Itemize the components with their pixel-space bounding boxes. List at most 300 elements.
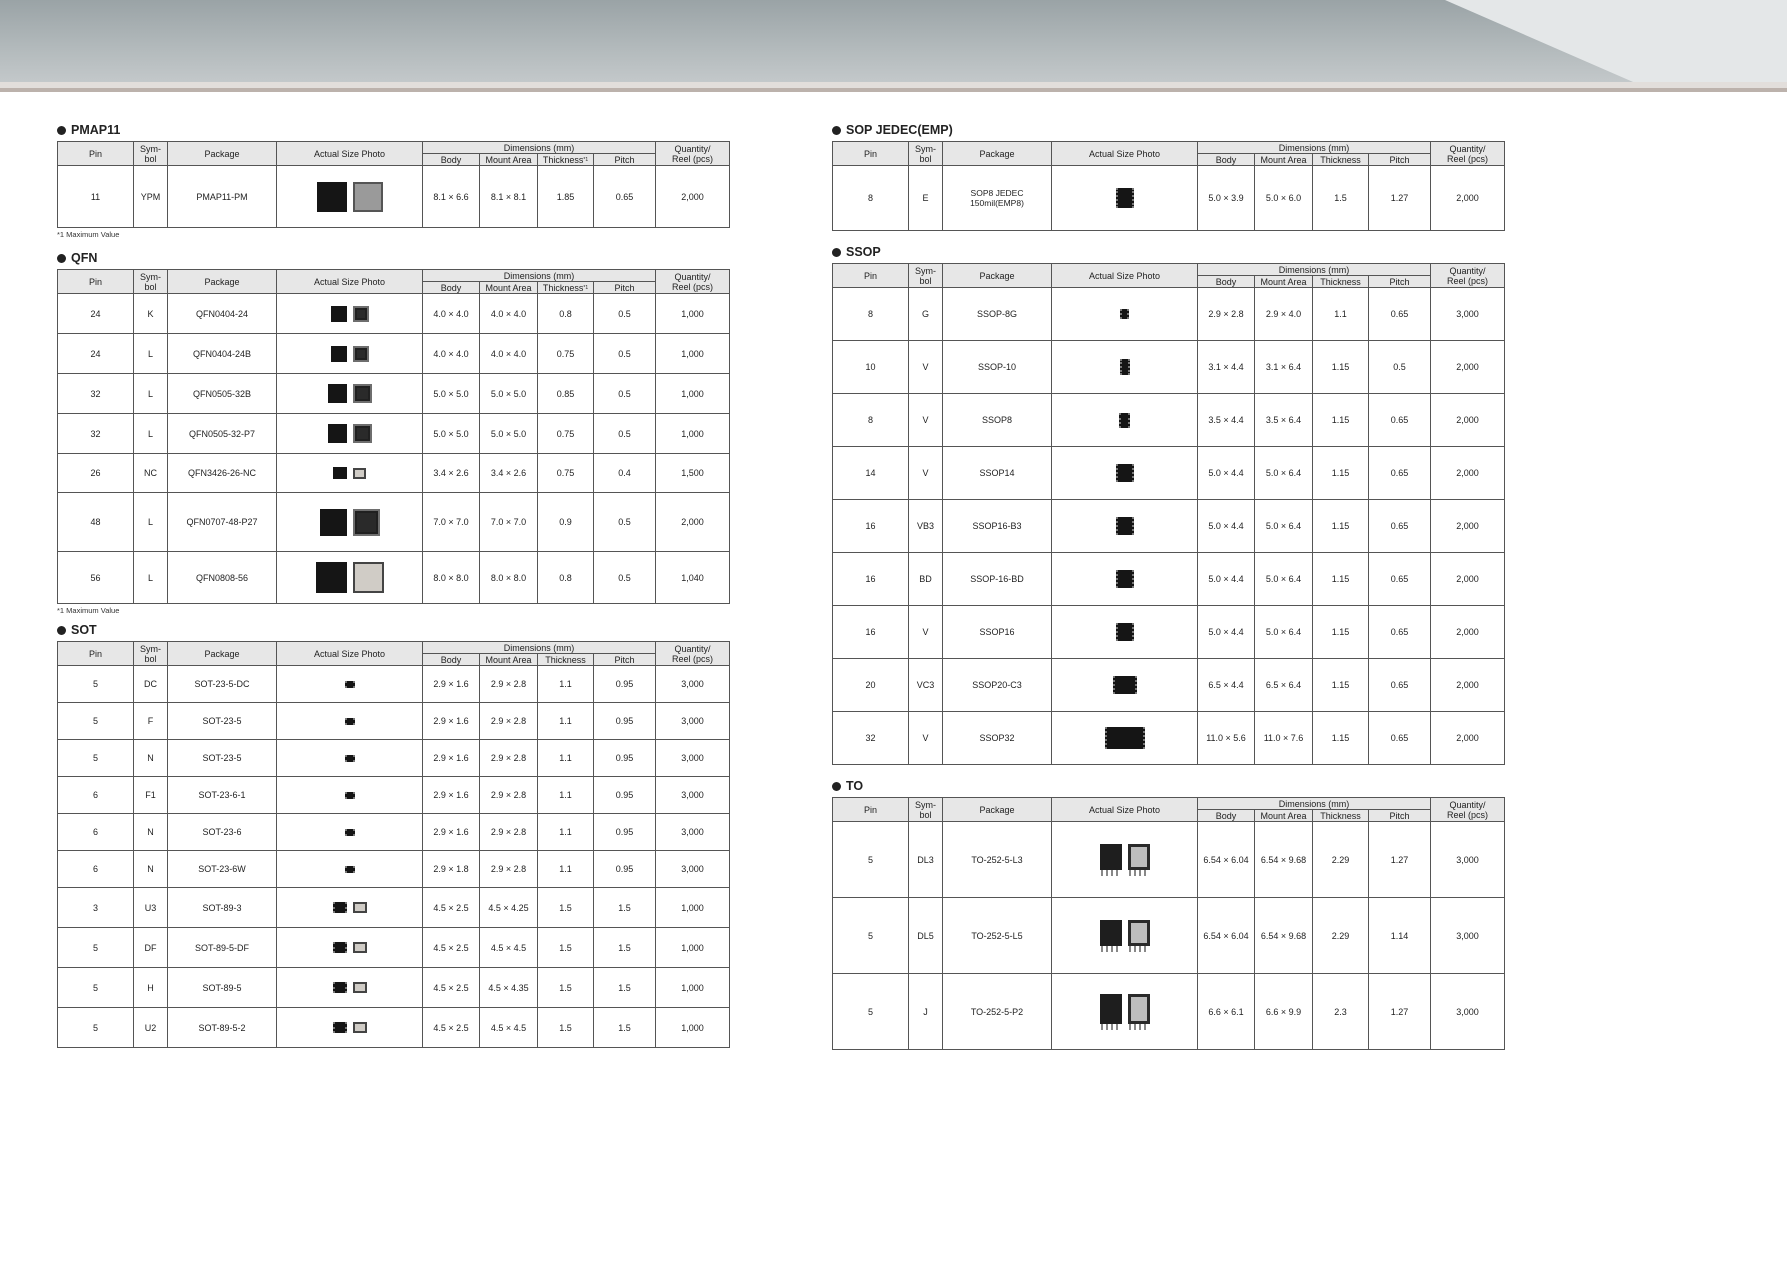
photo-cell [277,888,423,928]
col-thickness: Thickness [1313,276,1369,288]
symbol-cell: VB3 [909,500,943,553]
package-cell: SSOP-16-BD [943,553,1052,606]
col-pitch: Pitch [1369,154,1431,166]
table-row [58,334,730,374]
bullet-icon [57,254,66,263]
quantity-cell: 2,000 [1431,394,1505,447]
quantity-cell: 3,000 [656,740,730,777]
symbol-cell: N [134,740,168,777]
package-photo [1052,464,1197,482]
mount-area-cell: 4.5 × 4.5 [480,1008,538,1048]
thickness-cell: 1.5 [1313,166,1369,231]
thickness-cell: 1.1 [538,740,594,777]
pitch-cell: 1.27 [1369,974,1431,1050]
pitch-cell: 0.5 [594,374,656,414]
pin-cell: 26 [58,454,134,493]
symbol-cell: V [909,341,943,394]
footnote: *1 Maximum Value [57,606,120,615]
body-cell: 7.0 × 7.0 [423,493,480,552]
pitch-cell: 1.5 [594,968,656,1008]
mount-area-cell: 4.5 × 4.35 [480,968,538,1008]
chip-image [353,982,367,993]
quantity-cell: 1,000 [656,374,730,414]
table-row [833,898,1505,974]
symbol-cell: J [909,974,943,1050]
package-photo [1052,413,1197,428]
pitch-cell: 0.95 [594,777,656,814]
pitch-cell: 0.5 [594,294,656,334]
photo-cell [1052,974,1198,1050]
section-sot [57,621,728,1048]
mount-area-cell: 8.1 × 8.1 [480,166,538,228]
body-cell: 5.0 × 4.4 [1198,500,1255,553]
pin-cell: 20 [833,659,909,712]
table-row [58,928,730,968]
quantity-cell: 3,000 [656,666,730,703]
table-row [58,374,730,414]
col-quantity: Quantity/ Reel (pcs) [656,642,730,666]
mount-area-cell: 2.9 × 2.8 [480,814,538,851]
thickness-cell: 1.5 [538,968,594,1008]
pitch-cell: 1.14 [1369,898,1431,974]
chip-image [353,346,369,362]
table-row [58,666,730,703]
col-pin: Pin [58,642,134,666]
mount-area-cell: 6.6 × 9.9 [1255,974,1313,1050]
photo-cell [1052,606,1198,659]
symbol-cell: E [909,166,943,231]
package-photo [277,384,422,403]
symbol-cell: BD [909,553,943,606]
quantity-cell: 1,040 [656,552,730,604]
pitch-cell: 1.5 [594,888,656,928]
mount-area-cell: 5.0 × 6.4 [1255,553,1313,606]
body-cell: 6.6 × 6.1 [1198,974,1255,1050]
package-photo [277,718,422,725]
package-cell: SSOP8 [943,394,1052,447]
chip-image [353,424,372,443]
pin-cell: 32 [833,712,909,765]
pin-cell: 16 [833,606,909,659]
thickness-cell: 0.8 [538,294,594,334]
table-row [833,447,1505,500]
pitch-cell: 0.95 [594,740,656,777]
quantity-cell: 3,000 [656,777,730,814]
symbol-cell: F1 [134,777,168,814]
photo-cell [277,703,423,740]
symbol-cell: F [134,703,168,740]
pitch-cell: 0.65 [594,166,656,228]
qfn-table [57,269,730,604]
package-cell: QFN3426-26-NC [168,454,277,493]
col-symbol: Sym- bol [909,142,943,166]
pin-cell: 11 [58,166,134,228]
mount-area-cell: 2.9 × 2.8 [480,740,538,777]
thickness-cell: 2.3 [1313,974,1369,1050]
symbol-cell: N [134,851,168,888]
table-row [833,553,1505,606]
pitch-cell: 0.65 [1369,500,1431,553]
quantity-cell: 1,000 [656,294,730,334]
pin-cell: 6 [58,814,134,851]
mount-area-cell: 4.5 × 4.25 [480,888,538,928]
body-cell: 4.0 × 4.0 [423,294,480,334]
package-photo [1052,844,1197,876]
package-photo [277,792,422,799]
table-header [58,142,730,166]
thickness-cell: 1.15 [1313,394,1369,447]
col-mount-area: Mount Area [480,282,538,294]
body-cell: 4.5 × 2.5 [423,968,480,1008]
package-cell: SSOP16-B3 [943,500,1052,553]
ssop-table [832,263,1505,765]
mount-area-cell: 6.54 × 9.68 [1255,898,1313,974]
package-photo [277,902,422,913]
package-cell: SOT-89-3 [168,888,277,928]
quantity-cell: 2,000 [1431,341,1505,394]
package-cell: TO-252-5-L3 [943,822,1052,898]
photo-cell [1052,659,1198,712]
pitch-cell: 0.95 [594,666,656,703]
chip-image [1105,727,1145,749]
mount-area-cell: 4.5 × 4.5 [480,928,538,968]
col-dimensions: Dimensions (mm) [1198,798,1431,810]
section-title: SSOP [832,243,1503,261]
mount-area-cell: 3.5 × 6.4 [1255,394,1313,447]
header-divider-shadow [0,88,1787,92]
symbol-cell: YPM [134,166,168,228]
col-thickness: Thickness [1313,810,1369,822]
photo-cell [277,740,423,777]
chip-image [345,829,355,836]
photo-cell [277,777,423,814]
chip-image [317,182,347,212]
col-pin: Pin [58,142,134,166]
quantity-cell: 2,000 [1431,659,1505,712]
package-photo [277,346,422,362]
col-package: Package [943,264,1052,288]
quantity-cell: 3,000 [656,703,730,740]
col-pitch: Pitch [594,654,656,666]
mount-area-cell: 8.0 × 8.0 [480,552,538,604]
chip-image [345,792,355,799]
quantity-cell: 2,000 [656,493,730,552]
photo-cell [277,968,423,1008]
col-package: Package [168,642,277,666]
col-pin: Pin [833,142,909,166]
pitch-cell: 0.5 [594,334,656,374]
col-quantity: Quantity/ Reel (pcs) [1431,264,1505,288]
photo-cell [277,928,423,968]
thickness-cell: 0.8 [538,552,594,604]
package-photo [277,509,422,536]
thickness-cell: 1.15 [1313,606,1369,659]
pitch-cell: 0.5 [594,493,656,552]
pin-cell: 32 [58,414,134,454]
section-qfn [57,249,728,616]
mount-area-cell: 5.0 × 6.4 [1255,447,1313,500]
pitch-cell: 1.27 [1369,166,1431,231]
pitch-cell: 0.95 [594,851,656,888]
photo-cell [1052,898,1198,974]
quantity-cell: 3,000 [1431,822,1505,898]
chip-image [331,346,347,362]
thickness-cell: 1.5 [538,1008,594,1048]
pin-cell: 5 [58,703,134,740]
col-pitch: Pitch [594,282,656,294]
thickness-cell: 1.15 [1313,712,1369,765]
pitch-cell: 0.65 [1369,606,1431,659]
symbol-cell: L [134,493,168,552]
table-row [833,822,1505,898]
pin-cell: 5 [58,740,134,777]
body-cell: 2.9 × 1.6 [423,666,480,703]
chip-image [1120,309,1129,319]
pitch-cell: 0.95 [594,814,656,851]
col-pin: Pin [833,798,909,822]
symbol-cell: V [909,447,943,500]
col-pitch: Pitch [1369,810,1431,822]
quantity-cell: 1,000 [656,928,730,968]
package-cell: QFN0404-24 [168,294,277,334]
thickness-cell: 2.29 [1313,822,1369,898]
table-header [58,642,730,666]
col-quantity: Quantity/ Reel (pcs) [1431,142,1505,166]
table-header [58,270,730,294]
table-row [833,659,1505,712]
table-row [58,166,730,228]
col-thickness: Thickness$^{*1}$ [538,154,594,166]
col-quantity: Quantity/ Reel (pcs) [656,142,730,166]
mount-area-cell: 2.9 × 4.0 [1255,288,1313,341]
thickness-cell: 1.1 [538,666,594,703]
pitch-cell: 0.5 [594,552,656,604]
col-mount-area: Mount Area [1255,810,1313,822]
chip-image [1116,623,1134,641]
package-cell: SOT-23-6-1 [168,777,277,814]
symbol-cell: VC3 [909,659,943,712]
photo-cell [277,294,423,334]
section-to [832,777,1503,1050]
pin-cell: 56 [58,552,134,604]
mount-area-cell: 7.0 × 7.0 [480,493,538,552]
thickness-cell: 1.15 [1313,659,1369,712]
table-header [833,798,1505,822]
sop-table [832,141,1505,231]
pin-cell: 10 [833,341,909,394]
body-cell: 5.0 × 5.0 [423,414,480,454]
to-table [832,797,1505,1050]
mount-area-cell: 2.9 × 2.8 [480,777,538,814]
section-ssop [832,243,1503,765]
thickness-cell: 1.1 [538,851,594,888]
table-row [833,500,1505,553]
body-cell: 2.9 × 1.8 [423,851,480,888]
col-quantity: Quantity/ Reel (pcs) [1431,798,1505,822]
col-photo: Actual Size Photo [277,270,423,294]
col-dimensions: Dimensions (mm) [423,270,656,282]
col-body: Body [1198,810,1255,822]
chip-image [1128,844,1150,876]
chip-image [1116,188,1134,208]
chip-image [353,468,366,479]
symbol-cell: H [134,968,168,1008]
sot-table [57,641,730,1048]
col-thickness: Thickness [538,654,594,666]
table-row [58,454,730,493]
bullet-icon [832,248,841,257]
thickness-cell: 1.1 [1313,288,1369,341]
photo-cell [1052,712,1198,765]
package-photo [1052,623,1197,641]
photo-cell [1052,500,1198,553]
package-cell: SSOP32 [943,712,1052,765]
pin-cell: 8 [833,166,909,231]
thickness-cell: 1.15 [1313,500,1369,553]
body-cell: 2.9 × 1.6 [423,703,480,740]
table-header [833,264,1505,288]
package-cell: SOP8 JEDEC 150mil(EMP8) [943,166,1052,231]
body-cell: 5.0 × 4.4 [1198,606,1255,659]
col-photo: Actual Size Photo [277,142,423,166]
package-cell: TO-252-5-L5 [943,898,1052,974]
package-cell: SSOP14 [943,447,1052,500]
col-dimensions: Dimensions (mm) [1198,264,1431,276]
body-cell: 8.1 × 6.6 [423,166,480,228]
table-row [58,703,730,740]
quantity-cell: 2,000 [1431,712,1505,765]
thickness-cell: 1.1 [538,703,594,740]
thickness-cell: 0.85 [538,374,594,414]
body-cell: 2.9 × 1.6 [423,814,480,851]
chip-image [1128,994,1150,1030]
pin-cell: 6 [58,777,134,814]
package-photo [277,942,422,953]
package-photo [277,424,422,443]
thickness-cell: 0.75 [538,454,594,493]
symbol-cell: L [134,374,168,414]
pitch-cell: 1.27 [1369,822,1431,898]
package-photo [1052,920,1197,952]
symbol-cell: V [909,606,943,659]
mount-area-cell: 11.0 × 7.6 [1255,712,1313,765]
body-cell: 3.4 × 2.6 [423,454,480,493]
table-row [58,552,730,604]
chip-image [353,562,384,593]
package-cell: SSOP-8G [943,288,1052,341]
package-cell: QFN0707-48-P27 [168,493,277,552]
pin-cell: 5 [58,968,134,1008]
col-pitch: Pitch [594,154,656,166]
col-symbol: Sym- bol [134,270,168,294]
table-row [58,851,730,888]
package-photo [1052,727,1197,749]
body-cell: 4.5 × 2.5 [423,888,480,928]
thickness-cell: 0.9 [538,493,594,552]
chip-image [333,942,347,953]
section-sop-jedec [832,121,1503,231]
table-row [833,166,1505,231]
photo-cell [277,334,423,374]
table-row [833,288,1505,341]
photo-cell [1052,394,1198,447]
symbol-cell: U2 [134,1008,168,1048]
quantity-cell: 1,000 [656,888,730,928]
chip-image [345,681,355,688]
chip-image [328,384,347,403]
package-cell: SOT-23-6W [168,851,277,888]
table-row [833,606,1505,659]
package-photo [1052,676,1197,694]
photo-cell [1052,341,1198,394]
col-dimensions: Dimensions (mm) [423,642,656,654]
table-row [58,294,730,334]
section-title: PMAP11 [57,121,728,139]
chip-image [1100,920,1122,952]
thickness-cell: 1.1 [538,777,594,814]
quantity-cell: 2,000 [1431,606,1505,659]
photo-cell [277,374,423,414]
symbol-cell: L [134,334,168,374]
pitch-cell: 0.5 [1369,341,1431,394]
pin-cell: 16 [833,553,909,606]
package-cell: SSOP-10 [943,341,1052,394]
pitch-cell: 0.65 [1369,394,1431,447]
mount-area-cell: 5.0 × 5.0 [480,414,538,454]
quantity-cell: 3,000 [1431,974,1505,1050]
package-photo [1052,517,1197,535]
table-row [833,394,1505,447]
body-cell: 5.0 × 4.4 [1198,447,1255,500]
package-photo [277,829,422,836]
chip-image [1116,464,1134,482]
package-cell: SOT-23-6 [168,814,277,851]
photo-cell [277,1008,423,1048]
col-body: Body [1198,276,1255,288]
quantity-cell: 1,500 [656,454,730,493]
thickness-cell: 0.75 [538,414,594,454]
quantity-cell: 1,000 [656,414,730,454]
col-pin: Pin [833,264,909,288]
quantity-cell: 3,000 [1431,288,1505,341]
col-quantity: Quantity/ Reel (pcs) [656,270,730,294]
body-cell: 3.1 × 4.4 [1198,341,1255,394]
col-body: Body [423,154,480,166]
photo-cell [277,414,423,454]
package-photo [277,755,422,762]
quantity-cell: 1,000 [656,1008,730,1048]
pin-cell: 5 [833,822,909,898]
body-cell: 11.0 × 5.6 [1198,712,1255,765]
table-row [58,888,730,928]
table-header [833,142,1505,166]
package-photo [277,982,422,993]
col-dimensions: Dimensions (mm) [423,142,656,154]
col-photo: Actual Size Photo [1052,264,1198,288]
col-symbol: Sym- bol [909,798,943,822]
pin-cell: 48 [58,493,134,552]
col-package: Package [943,142,1052,166]
package-cell: QFN0808-56 [168,552,277,604]
chip-image [1100,844,1122,876]
package-photo [277,681,422,688]
pin-cell: 24 [58,294,134,334]
chip-image [1116,517,1134,535]
col-photo: Actual Size Photo [1052,798,1198,822]
bullet-icon [832,126,841,135]
photo-cell [1052,288,1198,341]
symbol-cell: V [909,712,943,765]
